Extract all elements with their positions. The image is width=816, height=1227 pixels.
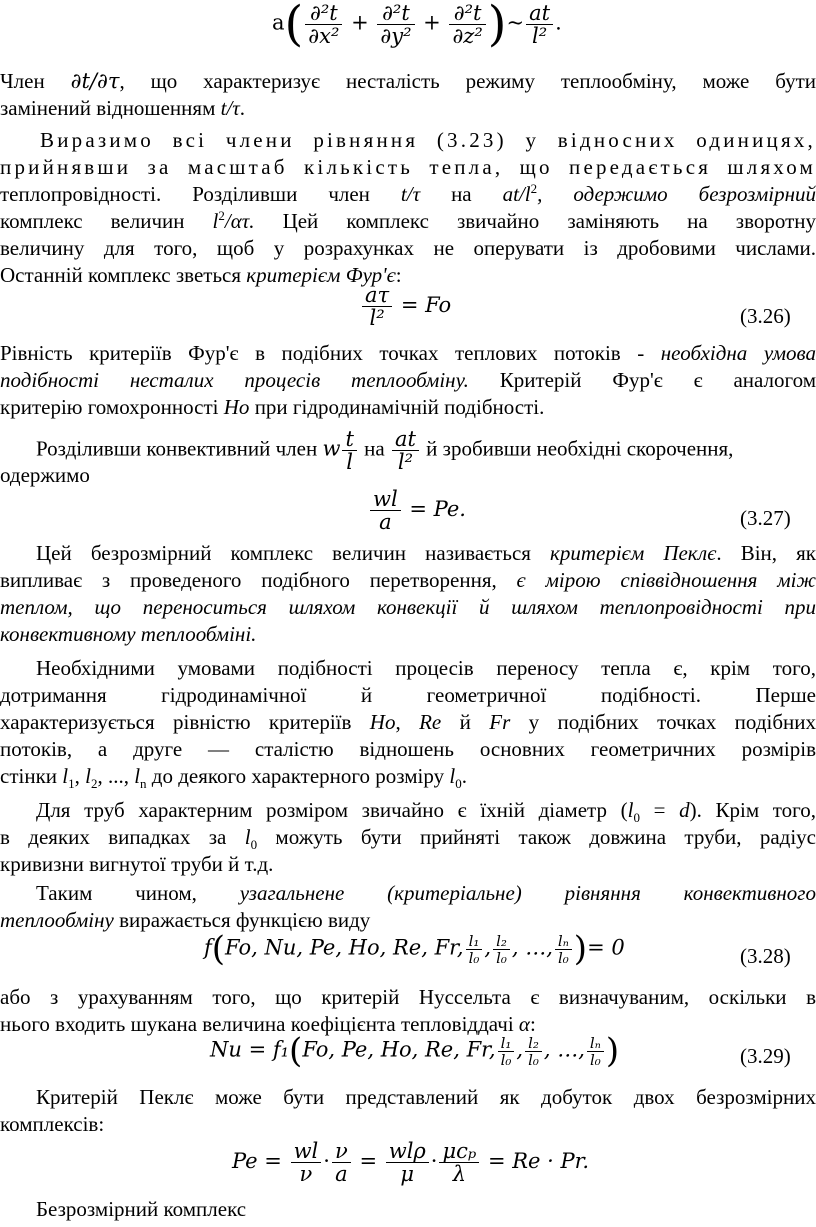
frac-num: ∂²t: [305, 2, 342, 25]
frac-t-l: $\frac{t}{l}$: [342, 428, 356, 473]
p3-line2: подібності несталих процесів теплообміну. Критерій Фур'є є аналогом: [0, 368, 816, 392]
frac-den: ∂x²: [308, 23, 340, 48]
frac-wl-a: [370, 488, 401, 533]
p2-line2: прийнявши за масштаб кількість тепла, що передається шляхом: [0, 155, 816, 179]
equation-peclet: Pe = $\frac{wl}{\nu}$ · $\frac{\nu}{a}$ = $\frac{\text{wlρ}}{\mu}$ · $\frac{\text{μcₚ}}{\lambda}$ = Re · Pr.: [232, 1139, 590, 1186]
equation-3-29: Nu = f₁(Fo, Pe, Ho, Re, Fr, $\frac{\text{l₁}}{\text{l₀}}$ , $\frac{\text{l₂}}{\text{l₀}}$ , …, $\frac{\text{lₙ}}{\text{l₀}}$ ): [210, 1031, 620, 1071]
p9-line1: або з урахуванням того, що критерій Нуссельта є визначуваним, оскільки в: [0, 985, 816, 1009]
frac-den: l²: [369, 306, 385, 330]
p2-line3: теплопровідності. Розділивши член t/τ на $at/l^2$, одержимо безрозмірний: [0, 181, 816, 206]
right-paren: ): [573, 929, 588, 969]
frac-l1-l0: $\frac{\text{l₁}}{\text{l₀}}$: [466, 933, 483, 966]
p7-line1: Для труб характерним розміром звичайно є їхній діаметр $(l_0 = d)$. Крім того,: [36, 798, 816, 826]
p7-line2: в деяких випадках за $l_0$ можуть бути прийняті також довжина труби, радіус: [0, 825, 816, 853]
frac-den: a: [379, 510, 392, 534]
p4-line1: Розділивши конвективний член w $\frac{t}{l}$ на $\frac{at}{\text{l²}}$ й зробивши необхідні скорочення,: [36, 427, 734, 474]
p5-line4: конвективному теплообміні.: [0, 622, 257, 646]
p6-line5: стінки $l_1$, $l_2$, ..., $l_n$ до деякого характерного розміру $l_0$.: [0, 764, 467, 792]
eq-number-3-29: (3.29): [740, 1044, 791, 1068]
p5-line1: Цей безрозмірний комплекс величин називається критерієм Пеклє. Він, як: [36, 541, 816, 565]
eq-lhs: Nu = f₁: [210, 1037, 290, 1062]
frac-d2x: [305, 2, 342, 47]
frac-at-l2-inline: $\frac{at}{\text{l²}}$: [392, 428, 419, 473]
frac-d2y: [377, 2, 414, 47]
left-paren: (: [211, 929, 226, 969]
p10-line1: Критерій Пеклє може бути представлений як добуток двох безрозмірних: [36, 1085, 816, 1109]
frac-atau-l2: [362, 284, 392, 329]
frac-d2z: [449, 2, 485, 47]
p1-line1: Член ∂t/∂τ, що характеризує несталість режиму теплообміну, може бути: [0, 69, 816, 93]
p1-line2: замінений відношенням t/τ.: [0, 96, 246, 120]
eq-number-3-26: (3.26): [740, 304, 791, 328]
frac-mucp-lambda: $\frac{\text{μcₚ}}{\lambda}$: [439, 1140, 479, 1185]
equation-3-27: [368, 488, 466, 533]
left-paren: (: [284, 0, 304, 52]
p6-line2: дотримання гідродинамічної й геометричної подібності. Перше: [0, 683, 816, 707]
eq-lhs: f: [204, 935, 212, 960]
frac-ln-l0: $\frac{\text{lₙ}}{\text{l₀}}$: [555, 933, 572, 966]
frac-den: l²: [532, 23, 548, 48]
right-paren: ): [605, 1031, 620, 1071]
frac-l2-l0: $\frac{\text{l₂}}{\text{l₀}}$: [493, 933, 510, 966]
eq-rhs: = 0: [587, 935, 625, 960]
eq-top-prefix: a: [272, 10, 285, 35]
frac-den: ∂z²: [452, 23, 483, 48]
eq-number-3-27: (3.27): [740, 506, 791, 530]
eq-number-3-28: (3.28): [740, 944, 791, 968]
p5-line3: теплом, що переноситься шляхом конвекції й шляхом теплопровідності при: [0, 595, 816, 619]
equation-3-26: [360, 284, 451, 329]
frac-wl-nu: $\frac{wl}{\nu}$: [291, 1140, 322, 1185]
p4-line2: одержимо: [0, 463, 90, 487]
p3-line1: Рівність критеріїв Фур'є в подібних точках теплових потоків - необхідна умова: [0, 341, 816, 365]
equation-top: a( $\frac{\text{∂²t}}{\text{∂x²}}$ + $\frac{\text{∂²t}}{\text{∂y²}}$ + $\frac{\text{∂²t}}{\text{∂z²}}$ )~ $\frac{at}{\text{l²}}$ .: [272, 0, 562, 48]
frac-num: at: [526, 2, 553, 25]
p9-line2: нього входить шукана величина коефіцієнта тепловіддачі α:: [0, 1012, 536, 1036]
frac-num: aτ: [362, 284, 392, 307]
frac-den: ∂y²: [380, 23, 412, 48]
p10-line2: комплексів:: [0, 1112, 105, 1136]
eq-args: Fo, Pe, Ho, Re, Fr,: [302, 1037, 496, 1062]
eq-lhs: Pe =: [232, 1149, 282, 1173]
eq-rhs: = Fo: [400, 293, 452, 317]
p2-line4: комплекс величин $l^2/\alpha\tau$. Цей комплекс звичайно заміняють на зворотну: [0, 208, 816, 233]
frac-nu-a: $\frac{\nu}{a}$: [332, 1140, 351, 1185]
frac-num: ∂²t: [449, 2, 485, 25]
p3-line3: критерію гомохронності Ho при гідродинамічній подібності.: [0, 395, 545, 419]
p6-line3: характеризується рівністю критеріїв Ho, Re й Fr у подібних точках подібних: [0, 710, 816, 734]
p2-line1: Виразимо всі члени рівняння (3.23) у відносних одиницях,: [40, 128, 816, 152]
frac-l1-l0: $\frac{\text{l₁}}{\text{l₀}}$: [498, 1035, 515, 1068]
eq-rhs: = Pe.: [409, 497, 466, 521]
frac-at-l2: [526, 2, 553, 47]
equation-3-28: f(Fo, Nu, Pe, Ho, Re, Fr, $\frac{\text{l₁}}{\text{l₀}}$ , $\frac{\text{l₂}}{\text{l₀}}$ , …, $\frac{\text{lₙ}}{\text{l₀}}$ )= 0: [204, 929, 625, 969]
p8-line1: Таким чином, узагальнене (критеріальне) рівняння конвективного: [36, 881, 816, 905]
frac-num: wl: [370, 488, 401, 511]
frac-num: ∂²t: [377, 2, 414, 25]
p11-line1: Безрозмірний комплекс: [36, 1197, 247, 1221]
eq-args: Fo, Nu, Pe, Ho, Re, Fr,: [225, 935, 464, 960]
p7-line3: кривизни вигнутої труби й т.д.: [0, 852, 274, 876]
eq-rhs: = Re · Pr.: [487, 1149, 590, 1173]
p2-line6: Останній комплекс зветься критерієм Фур'є:: [0, 263, 402, 287]
p8-line2: теплообміну виражається функцією виду: [0, 908, 371, 932]
left-paren: (: [289, 1031, 303, 1071]
frac-ln-l0: $\frac{\text{lₙ}}{\text{l₀}}$: [587, 1035, 604, 1068]
frac-l2-l0: $\frac{\text{l₂}}{\text{l₀}}$: [525, 1035, 542, 1068]
frac-wlrho-mu: $\frac{\text{wlρ}}{\mu}$: [386, 1140, 429, 1185]
p6-line4: потоків, а друге — сталістю відношень основних геометричних розмірів: [0, 737, 816, 761]
p5-line2: випливає з проведеного подібного перетворення, є мірою співвідношення між: [0, 568, 816, 592]
p2-line5: величину для того, щоб у розрахунках не оперувати із дробовими числами.: [0, 236, 816, 260]
p6-line1: Необхідними умовами подібності процесів переносу тепла є, крім того,: [36, 656, 816, 680]
right-paren: ): [487, 0, 507, 52]
